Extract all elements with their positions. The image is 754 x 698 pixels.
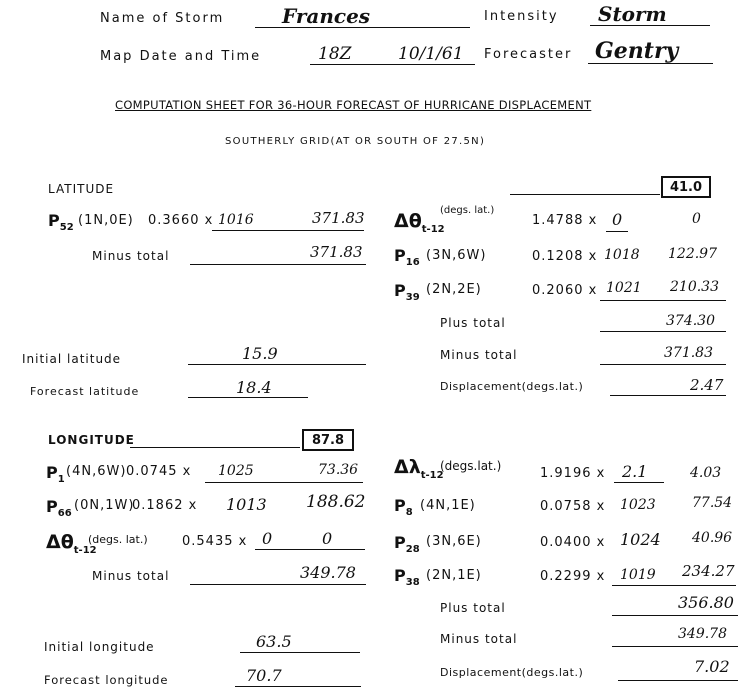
lon-p38-coef: 0.2299 x <box>540 569 606 584</box>
lon-minus-total-label: Minus total <box>92 569 170 583</box>
lon-p1-product: 73.36 <box>318 462 359 478</box>
lat-plus-total-label: Plus total <box>440 316 506 330</box>
lon-dtheta-line <box>255 549 365 550</box>
lon-p38-value: 1019 <box>620 567 656 583</box>
lon-p1-line <box>205 482 363 483</box>
lon-displacement-label: Displacement(degs.lat.) <box>440 666 584 679</box>
map-date-line <box>310 64 475 65</box>
lon-dlambda-value: 2.1 <box>622 462 648 481</box>
map-time-value: 18Z <box>318 44 352 64</box>
lat-displacement-line <box>610 395 726 396</box>
lon-plus-total-value: 356.80 <box>678 593 734 612</box>
lon-p38-name: $P_{38}$ <box>394 566 420 589</box>
lat-p39-coef: 0.2060 x <box>532 283 598 298</box>
intensity-value: Storm <box>598 2 667 26</box>
lat-p16-value: 1018 <box>604 247 640 263</box>
lon-p66-coef: 0.1862 x <box>132 498 198 513</box>
lat-dtheta-line <box>606 231 628 232</box>
forecast-latitude-value: 18.4 <box>236 378 272 397</box>
lat-displacement-value: 2.47 <box>690 376 724 394</box>
lon-dlambda-line <box>614 482 664 483</box>
lon-p38-grid: (2N,1E) <box>426 568 482 583</box>
lon-p66-name: $P_{66}$ <box>46 497 72 520</box>
lat-minus-total2-label: Minus total <box>440 348 518 362</box>
lat-minus-total2-line <box>600 364 726 365</box>
lat-minus-total-value: 371.83 <box>310 243 363 261</box>
storm-name-label: Name of Storm <box>100 11 225 26</box>
lon-dtheta-value: 0 <box>262 529 273 548</box>
lat-minus-total-line <box>190 264 366 265</box>
latitude-box-line <box>510 194 660 195</box>
lon-p8-name: $P_8$ <box>394 496 413 519</box>
sheet-subtitle: SOUTHERLY GRID(AT OR SOUTH OF 27.5N) <box>225 136 486 147</box>
forecast-longitude-value: 70.7 <box>246 666 282 685</box>
initial-latitude-value: 15.9 <box>242 344 278 363</box>
lon-dtheta-unit: (degs. lat.) <box>88 533 148 546</box>
latitude-box <box>661 176 711 198</box>
lat-plus-total-value: 374.30 <box>666 313 715 329</box>
longitude-box-value: 87.8 <box>311 432 345 448</box>
lon-minus-total-line <box>190 584 366 585</box>
lat-dtheta-value: 0 <box>612 210 623 229</box>
lon-p28-coef: 0.0400 x <box>540 535 606 550</box>
lon-displacement-value: 7.02 <box>694 657 730 676</box>
lon-p1-grid: (4N,6W) <box>66 464 127 479</box>
lon-minus-total2-label: Minus total <box>440 632 518 646</box>
forecaster-label: Forecaster <box>484 47 573 62</box>
lon-p66-product: 188.62 <box>306 492 366 512</box>
longitude-heading: LONGITUDE <box>48 433 135 447</box>
lon-p66-value: 1013 <box>226 495 267 514</box>
lon-displacement-line <box>618 680 738 681</box>
forecast-latitude-line <box>188 397 308 398</box>
lon-dlambda-unit: (degs.lat.) <box>440 459 502 473</box>
lat-p52-name: $P_{52}$ <box>48 211 74 234</box>
lon-plus-total-label: Plus total <box>440 601 506 615</box>
lon-p8-coef: 0.0758 x <box>540 499 606 514</box>
lon-p38-line <box>612 585 736 586</box>
lon-dtheta-name: $\Delta\theta_{t-12}$ <box>46 531 97 556</box>
lon-minus-total-value: 349.78 <box>300 563 356 582</box>
lon-p38-product: 234.27 <box>682 562 735 580</box>
lat-p52-value: 1016 <box>218 212 254 228</box>
lon-p28-grid: (3N,6E) <box>426 534 482 549</box>
lat-p16-product: 122.97 <box>668 246 717 262</box>
forecaster-value: Gentry <box>595 38 679 64</box>
map-date-label: Map Date and Time <box>100 49 262 64</box>
intensity-label: Intensity <box>484 9 559 24</box>
storm-name-value: Frances <box>282 4 371 28</box>
lon-minus-total2-line <box>612 646 738 647</box>
lat-p16-coef: 0.1208 x <box>532 249 598 264</box>
lon-p28-value: 1024 <box>620 530 661 549</box>
lon-minus-total2-value: 349.78 <box>678 626 727 642</box>
lon-plus-total-line <box>612 615 738 616</box>
lat-plus-total-line <box>600 331 726 332</box>
longitude-box <box>302 429 354 451</box>
lon-p1-name: $P_1$ <box>46 463 65 486</box>
sheet-title: COMPUTATION SHEET FOR 36-HOUR FORECAST OF HURRICANE DISPLACEMENT <box>115 98 592 112</box>
lat-p16-grid: (3N,6W) <box>426 248 487 263</box>
longitude-box-line <box>130 447 300 448</box>
lon-dlambda-product: 4.03 <box>690 465 722 481</box>
lat-p52-line <box>212 230 364 231</box>
initial-longitude-label: Initial longitude <box>44 640 155 654</box>
map-date-value: 10/1/61 <box>398 44 464 64</box>
initial-latitude-line <box>188 364 366 365</box>
lat-minus-total-label: Minus total <box>92 249 170 263</box>
lon-p8-grid: (4N,1E) <box>420 498 476 513</box>
intensity-line <box>590 25 710 26</box>
lat-p39-value: 1021 <box>606 280 642 296</box>
latitude-heading: LATITUDE <box>48 182 115 196</box>
initial-latitude-label: Initial latitude <box>22 352 122 366</box>
lon-p1-value: 1025 <box>218 463 254 479</box>
lat-p39-product: 210.33 <box>670 279 719 295</box>
lat-dtheta-name: $\Delta\theta_{t-12}$ <box>394 210 445 235</box>
initial-longitude-line <box>240 652 360 653</box>
initial-longitude-value: 63.5 <box>256 632 292 651</box>
lon-p28-name: $P_{28}$ <box>394 533 420 556</box>
lat-p52-grid: (1N,0E) <box>78 213 134 228</box>
lat-displacement-label: Displacement(degs.lat.) <box>440 380 584 393</box>
lat-p52-coef: 0.3660 x <box>148 213 214 228</box>
lon-p8-product: 77.54 <box>692 495 733 511</box>
forecast-latitude-label: Forecast latitude <box>30 385 140 398</box>
forecaster-line <box>588 63 713 64</box>
lat-dtheta-coef: 1.4788 x <box>532 213 598 228</box>
lon-dlambda-name: $\Delta\lambda_{t-12}$ <box>394 456 444 481</box>
lat-p39-grid: (2N,2E) <box>426 282 482 297</box>
lon-dtheta-product: 0 <box>322 529 333 548</box>
lon-p66-grid: (0N,1W) <box>74 498 135 513</box>
forecast-longitude-label: Forecast longitude <box>44 673 169 687</box>
lon-dlambda-coef: 1.9196 x <box>540 466 606 481</box>
lon-dtheta-coef: 0.5435 x <box>182 534 248 549</box>
lat-dtheta-unit: (degs. lat.) <box>440 205 495 216</box>
lat-p16-name: $P_{16}$ <box>394 246 420 269</box>
lat-minus-total2-value: 371.83 <box>664 345 713 361</box>
lat-p39-name: $P_{39}$ <box>394 281 420 304</box>
lat-p39-line <box>600 300 726 301</box>
lat-dtheta-product: 0 <box>692 211 701 227</box>
storm-name-line <box>255 27 470 28</box>
latitude-box-value: 41.0 <box>669 179 703 195</box>
lat-p52-product: 371.83 <box>312 209 365 227</box>
lon-p1-coef: 0.0745 x <box>126 464 192 479</box>
lon-p28-product: 40.96 <box>692 530 733 546</box>
forecast-longitude-line <box>235 686 361 687</box>
lon-p8-value: 1023 <box>620 497 656 513</box>
